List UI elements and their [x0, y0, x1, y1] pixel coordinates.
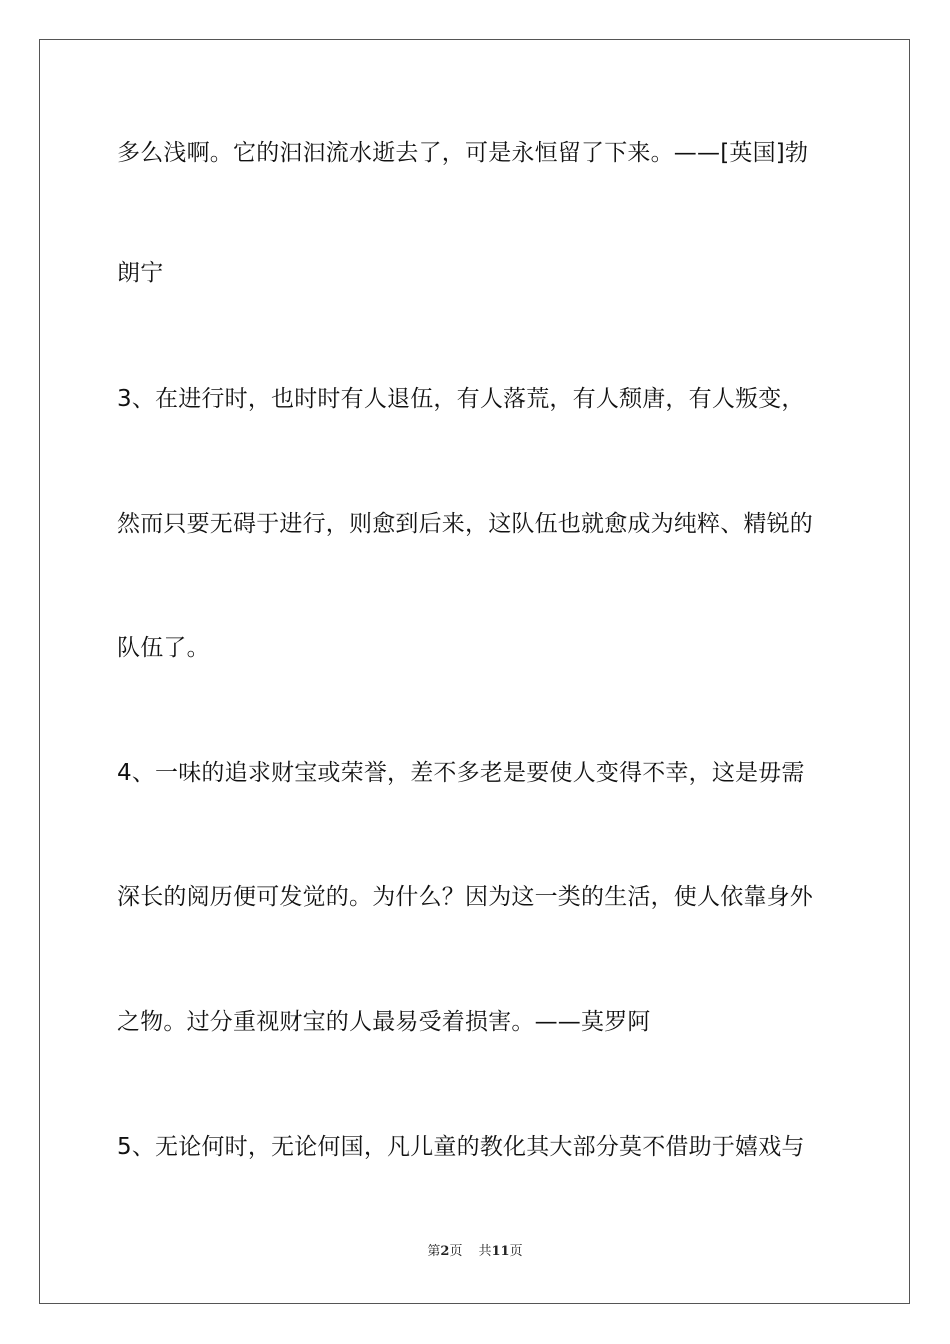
- page-footer: [0, 1243, 950, 1261]
- total-suffix: 页: [509, 1244, 523, 1259]
- total-prefix: 共: [478, 1244, 492, 1259]
- page-current: 2: [440, 1244, 450, 1259]
- text-line: 多么浅啊。它的汩汩流水逝去了，可是永恒留了下来。——[英国]勃: [117, 140, 809, 166]
- text-line: 朗宁: [117, 260, 164, 286]
- page-number: [427, 1244, 462, 1259]
- page-total: [478, 1244, 522, 1259]
- text-line: 3、在进行时，也时时有人退伍，有人落荒，有人颓唐，有人叛变，: [117, 386, 805, 412]
- page-frame: [39, 39, 910, 1304]
- text-line: 深长的阅历便可发觉的。为什么？因为这一类的生活，使人依靠身外: [117, 884, 813, 910]
- text-line: 之物。过分重视财宝的人最易受着损害。——莫罗阿: [117, 1009, 651, 1035]
- text-line: 队伍了。: [117, 635, 210, 661]
- total-count: 11: [491, 1244, 510, 1259]
- page-prefix: 第: [427, 1244, 441, 1259]
- text-line: 5、无论何时，无论何国，凡儿童的教化其大部分莫不借助于嬉戏与: [117, 1134, 805, 1160]
- page-suffix: 页: [449, 1244, 463, 1259]
- text-line: 然而只要无碍于进行，则愈到后来，这队伍也就愈成为纯粹、精锐的: [117, 511, 813, 537]
- text-line: 4、一味的追求财宝或荣誉，差不多老是要使人变得不幸，这是毋需: [117, 760, 805, 786]
